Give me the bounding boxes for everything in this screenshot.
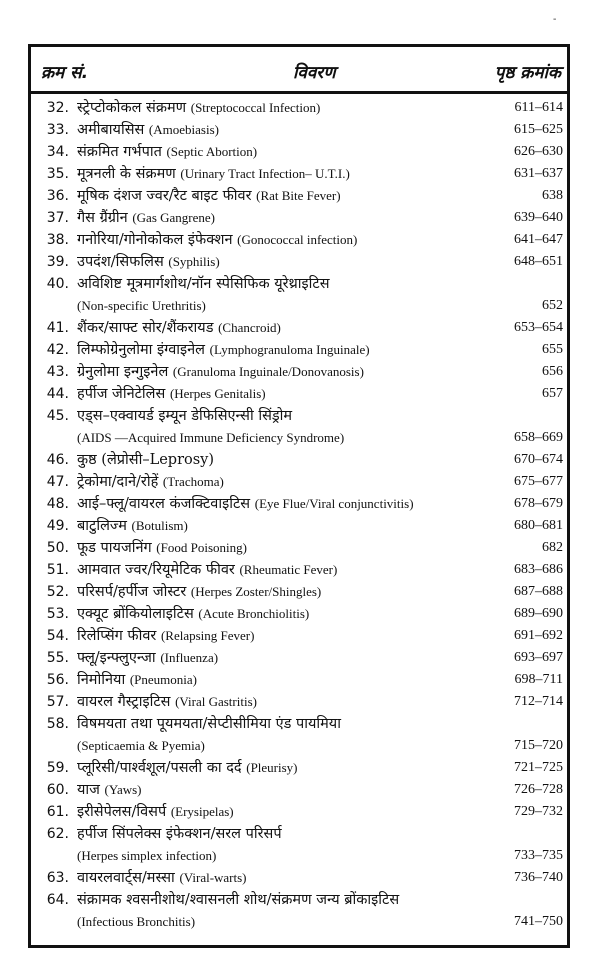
- table-row: [31, 229, 567, 251]
- row-number: 42.: [46, 342, 69, 358]
- row-description: [77, 603, 309, 625]
- row-title-english: (Herpes Genitalis): [169, 386, 266, 401]
- table-row: [31, 867, 567, 889]
- row-title-hindi: वायरलवार्ट्स/मस्सा: [77, 870, 175, 886]
- row-title-hindi: संक्रामक श्वसनीशोथ/श्वासनली शोथ/संक्रमण जन्य ब्रोंकाइटिस: [77, 892, 400, 908]
- table-row: [31, 251, 567, 273]
- table-row: [31, 383, 567, 405]
- table-row: [31, 119, 567, 141]
- table-row: [31, 515, 567, 537]
- row-page-range: 639–640: [514, 210, 563, 225]
- table-row: [31, 361, 567, 383]
- row-title-hindi: अमीबायसिस: [77, 122, 145, 138]
- table-row: [31, 801, 567, 823]
- row-number: 53.: [46, 606, 69, 622]
- row-page-range: 680–681: [514, 518, 563, 533]
- row-title-english: (Eye Flue/Viral conjunctivitis): [254, 496, 414, 511]
- row-description: [77, 515, 188, 537]
- row-number: 49.: [46, 518, 69, 534]
- row-title-english: (Acute Bronchiolitis): [198, 606, 310, 621]
- row-title-english: (Relapsing Fever): [160, 628, 255, 643]
- table-header: [31, 47, 567, 94]
- table-row: [31, 713, 567, 757]
- row-title-hindi: प्लूरिसी/पार्श्वशूल/पसली का दर्द: [77, 760, 242, 776]
- row-description: [77, 823, 282, 845]
- table-row: [31, 559, 567, 581]
- row-description: [77, 97, 320, 119]
- row-number: 48.: [46, 496, 69, 512]
- table-row: [31, 757, 567, 779]
- row-page-range: 653–654: [514, 320, 563, 335]
- row-number: 45.: [46, 408, 69, 424]
- row-title-hindi: आमवात ज्वर/रियूमेटिक फीवर: [77, 562, 235, 578]
- table-row: [31, 207, 567, 229]
- row-title-hindi: एक्यूट ब्रोंकियोलाइटिस: [77, 606, 194, 622]
- row-number: 62.: [46, 826, 69, 842]
- row-description: [77, 141, 257, 163]
- row-description: [77, 163, 350, 185]
- row-description: [77, 713, 341, 735]
- row-page-range: 693–697: [514, 650, 563, 665]
- row-title-hindi: ग्रेनुलोमा इन्गुइनेल: [77, 364, 169, 380]
- header-page-number: पृष्ठ क्रमांक: [494, 63, 561, 83]
- row-title-english: (Gonococcal infection): [237, 232, 358, 247]
- row-page-range: 712–714: [514, 694, 563, 709]
- row-description: [77, 691, 257, 713]
- row-title-english: (Chancroid): [218, 320, 281, 335]
- row-number: 64.: [46, 892, 69, 908]
- row-title-english: (Septic Abortion): [166, 144, 258, 159]
- row-page-range: 656: [542, 364, 563, 379]
- row-title-hindi: कुष्ठ (लेप्रोसी–Leprosy): [77, 452, 215, 468]
- row-number: 39.: [46, 254, 69, 270]
- row-description: [77, 867, 247, 889]
- row-number: 59.: [46, 760, 69, 776]
- row-title-hindi: गैस ग्रैंग्रीन: [77, 210, 128, 226]
- row-title-english: (Botulism): [131, 518, 188, 533]
- row-number: 51.: [46, 562, 69, 578]
- row-title-english: (Streptococcal Infection): [190, 100, 321, 115]
- row-title-hindi: हर्पीज जेनिटेलिस: [77, 386, 166, 402]
- table-row: [31, 889, 567, 933]
- row-page-range: 691–692: [514, 628, 563, 643]
- row-page-range: 741–750: [514, 914, 563, 929]
- row-page-range: 670–674: [514, 452, 563, 467]
- row-number: 36.: [46, 188, 69, 204]
- row-description: [77, 581, 321, 603]
- row-page-range: 682: [542, 540, 563, 555]
- row-number: 63.: [46, 870, 69, 886]
- row-number: 47.: [46, 474, 69, 490]
- row-title-hindi: उपदंश/सिफलिस: [77, 254, 164, 270]
- row-title-english: (Gas Gangrene): [132, 210, 215, 225]
- row-description: [77, 361, 364, 383]
- row-title-hindi: शैंकर/साफ्ट सोर/शैंकरायड: [77, 320, 214, 336]
- row-title-english: (Lymphogranuloma Inguinale): [209, 342, 370, 357]
- row-page-range: 736–740: [514, 870, 563, 885]
- row-title-hindi: गनोरिया/गोनोकोकल इंफेक्शन: [77, 232, 233, 248]
- row-number: 57.: [46, 694, 69, 710]
- row-page-range: 652: [542, 298, 563, 313]
- row-page-range: 733–735: [514, 848, 563, 863]
- table-row: [31, 471, 567, 493]
- row-title-hindi: लिम्फोग्रेनुलोमा इंग्वाइनेल: [77, 342, 206, 358]
- table-row: [31, 449, 567, 471]
- table-row: [31, 603, 567, 625]
- row-page-range: 687–688: [514, 584, 563, 599]
- row-title-english: (Syphilis): [168, 254, 220, 269]
- row-page-range: 658–669: [514, 430, 563, 445]
- row-title-english: (Herpes Zoster/Shingles): [190, 584, 322, 599]
- row-page-range: 657: [542, 386, 563, 401]
- row-title-english: (Viral Gastritis): [175, 694, 257, 709]
- row-description: [77, 339, 370, 361]
- row-number: 61.: [46, 804, 69, 820]
- row-page-range: 675–677: [514, 474, 563, 489]
- table-row: [31, 691, 567, 713]
- row-description: [77, 405, 292, 427]
- row-number: 60.: [46, 782, 69, 798]
- row-page-range: 648–651: [514, 254, 563, 269]
- row-number: 46.: [46, 452, 69, 468]
- row-description: [77, 779, 142, 801]
- row-title-hindi: मूषिक दंशज ज्वर/रैट बाइट फीवर: [77, 188, 252, 204]
- row-title-hindi: अविशिष्ट मूत्रमार्गशोथ/नॉन स्पेसिफिक यूरेथ्राइटिस: [77, 276, 330, 292]
- table-row: [31, 273, 567, 317]
- row-page-range: 611–614: [514, 100, 563, 115]
- row-description: [77, 471, 224, 493]
- row-page-range: 615–625: [514, 122, 563, 137]
- row-number: 44.: [46, 386, 69, 402]
- table-row: [31, 97, 567, 119]
- row-page-range: 641–647: [514, 232, 563, 247]
- row-number: 38.: [46, 232, 69, 248]
- row-description: [77, 537, 247, 559]
- row-description: [77, 559, 337, 581]
- row-description: [77, 317, 281, 339]
- row-title-english: (Granuloma Inguinale/Donovanosis): [172, 364, 364, 379]
- table-row: [31, 537, 567, 559]
- row-description: [77, 493, 414, 515]
- row-title-hindi: बाटुलिज्म: [77, 518, 127, 534]
- row-title-english: (Rheumatic Fever): [239, 562, 338, 577]
- row-title-hindi: मूत्रनली के संक्रमण: [77, 166, 176, 182]
- row-number: 56.: [46, 672, 69, 688]
- row-page-range: 715–720: [514, 738, 563, 753]
- table-row: [31, 339, 567, 361]
- row-number: 40.: [46, 276, 69, 292]
- table-row: [31, 625, 567, 647]
- row-title-english: (Pleurisy): [246, 760, 298, 775]
- row-description: [77, 449, 214, 471]
- row-description: [77, 801, 234, 823]
- table-row: [31, 493, 567, 515]
- row-number: 33.: [46, 122, 69, 138]
- row-number: 43.: [46, 364, 69, 380]
- corner-mark: -: [553, 14, 557, 25]
- row-page-range: 631–637: [514, 166, 563, 181]
- row-page-range: 678–679: [514, 496, 563, 511]
- row-number: 34.: [46, 144, 69, 160]
- row-title-hindi: आई–फ्लू/वायरल कंजक्टिवाइटिस: [77, 496, 251, 512]
- row-title-english: (Pneumonia): [129, 672, 197, 687]
- row-title-english: (Amoebiasis): [148, 122, 219, 137]
- row-description: [77, 207, 215, 229]
- row-title-hindi: स्ट्रेप्टोकोकल संक्रमण: [77, 100, 187, 116]
- row-page-range: 638: [542, 188, 563, 203]
- row-description: [77, 889, 399, 911]
- row-title-english: (Infectious Bronchitis): [77, 914, 196, 929]
- row-title-english: (Influenza): [160, 650, 219, 665]
- row-title-hindi: परिसर्प/हर्पीज जोस्टर: [77, 584, 187, 600]
- row-title-english: (Food Poisoning): [156, 540, 247, 555]
- row-title-hindi: विषमयता तथा पूयमयता/सेप्टीसीमिया एंड पायमिया: [77, 716, 341, 732]
- row-page-range: 626–630: [514, 144, 563, 159]
- row-page-range: 721–725: [514, 760, 563, 775]
- table-row: [31, 669, 567, 691]
- row-title-english: (AIDS —Acquired Immune Deficiency Syndrome): [77, 430, 345, 445]
- table-row: [31, 405, 567, 449]
- table-row: [31, 163, 567, 185]
- row-description: [77, 273, 330, 295]
- row-title-hindi: संक्रमित गर्भपात: [77, 144, 162, 160]
- table-body: [31, 97, 567, 933]
- row-title-english: (Trachoma): [162, 474, 224, 489]
- table-row: [31, 823, 567, 867]
- row-number: 58.: [46, 716, 69, 732]
- row-title-hindi: निमोनिया: [77, 672, 126, 688]
- row-description: [77, 669, 197, 691]
- row-description: [77, 625, 254, 647]
- row-page-range: 683–686: [514, 562, 563, 577]
- row-title-english: (Urinary Tract Infection– U.T.I.): [180, 166, 350, 181]
- table-row: [31, 647, 567, 669]
- row-title-hindi: फ्लू/इन्फ्लुएन्जा: [77, 650, 156, 666]
- row-description: [77, 229, 357, 251]
- row-page-range: 689–690: [514, 606, 563, 621]
- row-description: [77, 185, 341, 207]
- table-row: [31, 185, 567, 207]
- row-number: 50.: [46, 540, 69, 556]
- table-row: [31, 317, 567, 339]
- row-number: 32.: [46, 100, 69, 116]
- row-title-english: (Herpes simplex infection): [77, 848, 217, 863]
- row-page-range: 655: [542, 342, 563, 357]
- row-title-english: (Yaws): [104, 782, 142, 797]
- row-description: [77, 757, 298, 779]
- row-title-hindi: एड्स–एक्वायर्ड इम्यून डेफिसिएन्सी सिंड्रोम: [77, 408, 293, 424]
- row-title-hindi: रिलेप्सिंग फीवर: [77, 628, 157, 644]
- row-title-hindi: हर्पीज सिंपलेक्स इंफेक्शन/सरल परिसर्प: [77, 826, 282, 842]
- row-title-hindi: ट्रेकोमा/दाने/रोहें: [77, 474, 159, 490]
- row-description: [77, 647, 218, 669]
- row-description: [77, 383, 266, 405]
- row-page-range: 729–732: [514, 804, 563, 819]
- row-description: [77, 251, 220, 273]
- header-serial-number: क्रम सं.: [41, 63, 89, 83]
- row-title-english: (Septicaemia & Pyemia): [77, 738, 205, 753]
- row-title-english: (Erysipelas): [170, 804, 234, 819]
- row-title-english: (Rat Bite Fever): [256, 188, 341, 203]
- contents-table: [28, 44, 570, 948]
- row-number: 55.: [46, 650, 69, 666]
- table-row: [31, 141, 567, 163]
- row-page-range: 698–711: [514, 672, 563, 687]
- row-title-hindi: फूड पायजनिंग: [77, 540, 152, 556]
- row-page-range: 726–728: [514, 782, 563, 797]
- row-number: 37.: [46, 210, 69, 226]
- row-title-hindi: याज: [77, 782, 100, 798]
- row-title-hindi: वायरल गैस्ट्राइटिस: [77, 694, 171, 710]
- table-row: [31, 581, 567, 603]
- row-title-english: (Viral-warts): [179, 870, 247, 885]
- table-row: [31, 779, 567, 801]
- row-title-english: (Non-specific Urethritis): [77, 298, 206, 313]
- row-number: 52.: [46, 584, 69, 600]
- row-number: 41.: [46, 320, 69, 336]
- row-number: 35.: [46, 166, 69, 182]
- header-description: विवरण: [293, 63, 336, 83]
- row-title-hindi: इरीसेपेलस/विसर्प: [77, 804, 167, 820]
- row-number: 54.: [46, 628, 69, 644]
- row-description: [77, 119, 219, 141]
